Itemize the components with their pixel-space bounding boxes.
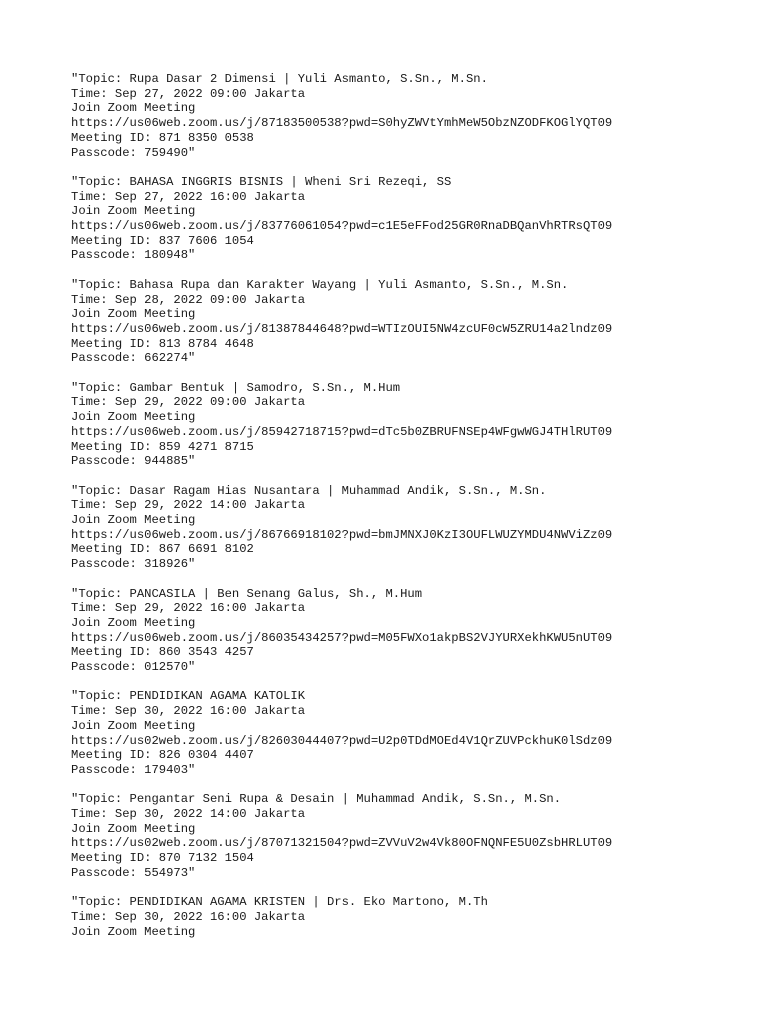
meeting-topic: "Topic: Bahasa Rupa dan Karakter Wayang | Yuli Asmanto, S.Sn., M.Sn. (71, 277, 569, 292)
meeting-passcode: Passcode: 554973" (71, 865, 196, 880)
meeting-time: Time: Sep 27, 2022 16:00 Jakarta (71, 189, 306, 204)
join-zoom-label: Join Zoom Meeting (71, 410, 196, 425)
meeting-entry (71, 689, 751, 777)
meeting-entry (71, 484, 751, 572)
meeting-url[interactable]: https://us06web.zoom.us/j/85942718715?pwd=dTc5b0ZBRUFNSEp4WFgwWGJ4THlRUT09 (71, 424, 613, 439)
meeting-url[interactable]: https://us02web.zoom.us/j/82603044407?pwd=U2p0TDdMOEd4V1QrZUVPckhuK0lSdz09 (71, 733, 613, 748)
meeting-id: Meeting ID: 813 8784 4648 (71, 336, 254, 351)
meeting-topic: "Topic: Gambar Bentuk | Samodro, S.Sn., M.Hum (71, 380, 401, 395)
join-zoom-label: Join Zoom Meeting (71, 101, 196, 116)
meeting-url[interactable]: https://us06web.zoom.us/j/87183500538?pwd=S0hyZWVtYmhMeW5ObzNZODFKOGlYQT09 (71, 116, 613, 131)
join-zoom-label: Join Zoom Meeting (71, 924, 196, 939)
join-zoom-label: Join Zoom Meeting (71, 615, 196, 630)
meeting-entry (71, 587, 751, 675)
meeting-id: Meeting ID: 860 3543 4257 (71, 645, 254, 660)
meeting-passcode: Passcode: 662274" (71, 351, 196, 366)
meeting-passcode: Passcode: 944885" (71, 454, 196, 469)
meeting-time: Time: Sep 30, 2022 16:00 Jakarta (71, 909, 306, 924)
join-zoom-label: Join Zoom Meeting (71, 513, 196, 528)
meeting-url[interactable]: https://us02web.zoom.us/j/87071321504?pwd=ZVVuV2w4Vk80OFNQNFE5U0ZsbHRLUT09 (71, 836, 613, 851)
meeting-id: Meeting ID: 867 6691 8102 (71, 542, 254, 557)
join-zoom-label: Join Zoom Meeting (71, 307, 196, 322)
meeting-time: Time: Sep 28, 2022 09:00 Jakarta (71, 292, 306, 307)
meeting-topic: "Topic: PANCASILA | Ben Senang Galus, Sh., M.Hum (71, 586, 423, 601)
meeting-time: Time: Sep 30, 2022 14:00 Jakarta (71, 807, 306, 822)
meeting-entry (71, 72, 751, 160)
meeting-topic: "Topic: Pengantar Seni Rupa & Desain | Muhammad Andik, S.Sn., M.Sn. (71, 792, 562, 807)
meeting-url[interactable]: https://us06web.zoom.us/j/83776061054?pwd=c1E5eFFod25GR0RnaDBQanVhRTRsQT09 (71, 219, 613, 234)
meeting-url[interactable]: https://us06web.zoom.us/j/86035434257?pwd=M05FWXo1akpBS2VJYURXekhKWU5nUT09 (71, 630, 613, 645)
document-page (71, 72, 751, 954)
meeting-id: Meeting ID: 837 7606 1054 (71, 233, 254, 248)
join-zoom-label: Join Zoom Meeting (71, 718, 196, 733)
meeting-topic: "Topic: PENDIDIKAN AGAMA KATOLIK (71, 689, 306, 704)
meeting-entry (71, 792, 751, 880)
meeting-entry (71, 895, 751, 939)
meeting-id: Meeting ID: 826 0304 4407 (71, 748, 254, 763)
meeting-url[interactable]: https://us06web.zoom.us/j/81387844648?pwd=WTIzOUI5NW4zcUF0cW5ZRU14a2lndz09 (71, 321, 613, 336)
meeting-topic: "Topic: Dasar Ragam Hias Nusantara | Muhammad Andik, S.Sn., M.Sn. (71, 483, 547, 498)
meeting-passcode: Passcode: 318926" (71, 557, 196, 572)
join-zoom-label: Join Zoom Meeting (71, 821, 196, 836)
meeting-entry (71, 278, 751, 366)
meeting-url[interactable]: https://us06web.zoom.us/j/86766918102?pwd=bmJMNXJ0KzI3OUFLWUZYMDU4NWViZz09 (71, 527, 613, 542)
meeting-id: Meeting ID: 871 8350 0538 (71, 130, 254, 145)
meeting-passcode: Passcode: 180948" (71, 248, 196, 263)
meeting-entry (71, 381, 751, 469)
meeting-passcode: Passcode: 179403" (71, 762, 196, 777)
meeting-topic: "Topic: PENDIDIKAN AGAMA KRISTEN | Drs. Eko Martono, M.Th (71, 895, 488, 910)
meeting-time: Time: Sep 27, 2022 09:00 Jakarta (71, 86, 306, 101)
meeting-entry (71, 175, 751, 263)
meeting-passcode: Passcode: 759490" (71, 145, 196, 160)
meeting-id: Meeting ID: 859 4271 8715 (71, 439, 254, 454)
meeting-time: Time: Sep 29, 2022 16:00 Jakarta (71, 601, 306, 616)
join-zoom-label: Join Zoom Meeting (71, 204, 196, 219)
meeting-time: Time: Sep 29, 2022 09:00 Jakarta (71, 395, 306, 410)
meeting-id: Meeting ID: 870 7132 1504 (71, 851, 254, 866)
meeting-topic: "Topic: Rupa Dasar 2 Dimensi | Yuli Asmanto, S.Sn., M.Sn. (71, 72, 488, 86)
meeting-time: Time: Sep 29, 2022 14:00 Jakarta (71, 498, 306, 513)
meeting-topic: "Topic: BAHASA INGGRIS BISNIS | Wheni Sri Rezeqi, SS (71, 174, 452, 189)
meeting-passcode: Passcode: 012570" (71, 660, 196, 675)
meeting-time: Time: Sep 30, 2022 16:00 Jakarta (71, 704, 306, 719)
